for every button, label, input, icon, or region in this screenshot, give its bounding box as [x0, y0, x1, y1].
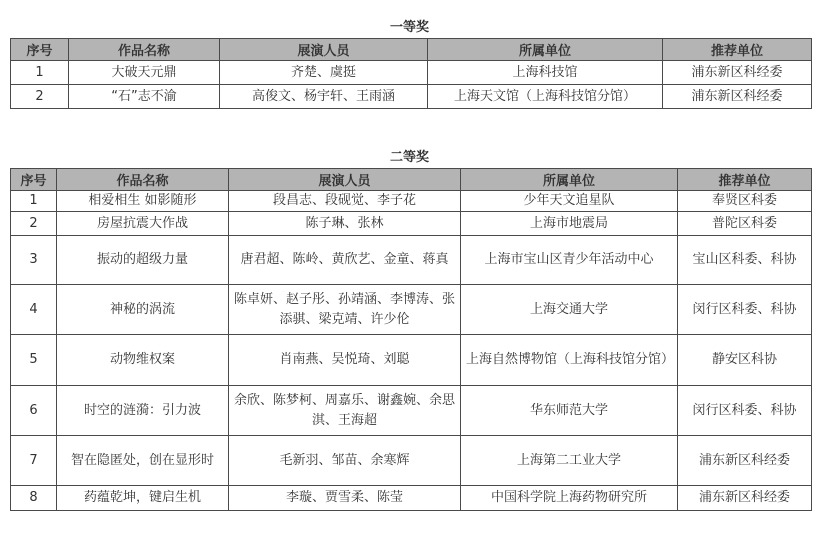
cell-work-name: 神秘的涡流 — [57, 285, 229, 335]
cell-recommender: 宝山区科委、科协 — [678, 236, 812, 285]
cell-performers: 余欣、陈梦柯、周嘉乐、谢鑫婉、余思淇、王海超 — [229, 386, 461, 436]
table-row — [11, 236, 812, 285]
cell-performers: 唐君超、陈岭、黄欣艺、金童、蒋真 — [229, 236, 461, 285]
header-recommender: 推荐单位 — [663, 39, 812, 61]
second-prize-title: 二等奖 — [389, 150, 429, 165]
cell-recommender: 静安区科协 — [678, 335, 812, 386]
first-prize-table — [10, 38, 812, 109]
header-performers: 展演人员 — [229, 169, 461, 191]
table-row — [11, 386, 812, 436]
cell-recommender: 奉贤区科委 — [678, 191, 812, 212]
cell-no: 8 — [11, 486, 57, 511]
cell-no: 1 — [11, 191, 57, 212]
cell-no: 3 — [11, 236, 57, 285]
cell-affiliation: 华东师范大学 — [461, 386, 678, 436]
cell-work-name: 相爱相生 如影随形 — [57, 191, 229, 212]
cell-recommender: 浦东新区科经委 — [678, 486, 812, 511]
cell-work-name: 大破天元鼎 — [69, 61, 220, 85]
cell-performers: 段昌志、段砚觉、李子花 — [229, 191, 461, 212]
table-row — [11, 191, 812, 212]
first-prize-title: 一等奖 — [389, 20, 429, 35]
table-row — [11, 285, 812, 335]
cell-performers: 李璇、贾雪柔、陈莹 — [229, 486, 461, 511]
cell-work-name: 时空的涟漪：引力波 — [57, 386, 229, 436]
cell-affiliation: 上海天文馆（上海科技馆分馆） — [428, 85, 663, 109]
header-no: 序号 — [11, 169, 57, 191]
cell-no: 2 — [11, 85, 69, 109]
cell-no: 2 — [11, 212, 57, 236]
cell-performers: 毛新羽、邹苗、余寒辉 — [229, 436, 461, 486]
table-row — [11, 486, 812, 511]
cell-performers: 肖南燕、吴悦琦、刘聪 — [229, 335, 461, 386]
table-row — [11, 436, 812, 486]
table-row — [11, 212, 812, 236]
cell-affiliation: 上海第二工业大学 — [461, 436, 678, 486]
header-recommender: 推荐单位 — [678, 169, 812, 191]
cell-performers: 齐楚、虞挺 — [220, 61, 428, 85]
cell-no: 1 — [11, 61, 69, 85]
cell-work-name: “石”志不渝 — [69, 85, 220, 109]
header-no: 序号 — [11, 39, 69, 61]
table-row — [11, 85, 812, 109]
header-affiliation: 所属单位 — [428, 39, 663, 61]
cell-recommender: 浦东新区科经委 — [663, 61, 812, 85]
cell-affiliation: 少年天文追星队 — [461, 191, 678, 212]
cell-work-name: 振动的超级力量 — [57, 236, 229, 285]
second-prize-table — [10, 168, 812, 511]
table-header-row — [11, 39, 812, 61]
cell-work-name: 动物维权案 — [57, 335, 229, 386]
cell-no: 7 — [11, 436, 57, 486]
cell-affiliation: 上海市宝山区青少年活动中心 — [461, 236, 678, 285]
cell-work-name: 智在隐匿处，创在显形时 — [57, 436, 229, 486]
cell-no: 5 — [11, 335, 57, 386]
cell-no: 4 — [11, 285, 57, 335]
cell-recommender: 浦东新区科经委 — [663, 85, 812, 109]
cell-recommender: 普陀区科委 — [678, 212, 812, 236]
cell-affiliation: 上海市地震局 — [461, 212, 678, 236]
table-header-row — [11, 169, 812, 191]
cell-affiliation: 中国科学院上海药物研究所 — [461, 486, 678, 511]
table-row — [11, 61, 812, 85]
cell-performers: 高俊文、杨宇轩、王雨涵 — [220, 85, 428, 109]
header-work-name: 作品名称 — [57, 169, 229, 191]
cell-recommender: 闵行区科委、科协 — [678, 285, 812, 335]
header-performers: 展演人员 — [220, 39, 428, 61]
header-affiliation: 所属单位 — [461, 169, 678, 191]
cell-affiliation: 上海自然博物馆（上海科技馆分馆） — [461, 335, 678, 386]
header-work-name: 作品名称 — [69, 39, 220, 61]
cell-performers: 陈子琳、张林 — [229, 212, 461, 236]
cell-work-name: 药蕴乾坤，键启生机 — [57, 486, 229, 511]
table-row — [11, 335, 812, 386]
cell-recommender: 闵行区科委、科协 — [678, 386, 812, 436]
cell-performers: 陈卓妍、赵子彤、孙靖涵、李博涛、张添骐、梁克靖、许少伦 — [229, 285, 461, 335]
cell-affiliation: 上海科技馆 — [428, 61, 663, 85]
cell-no: 6 — [11, 386, 57, 436]
cell-work-name: 房屋抗震大作战 — [57, 212, 229, 236]
cell-affiliation: 上海交通大学 — [461, 285, 678, 335]
cell-recommender: 浦东新区科经委 — [678, 436, 812, 486]
